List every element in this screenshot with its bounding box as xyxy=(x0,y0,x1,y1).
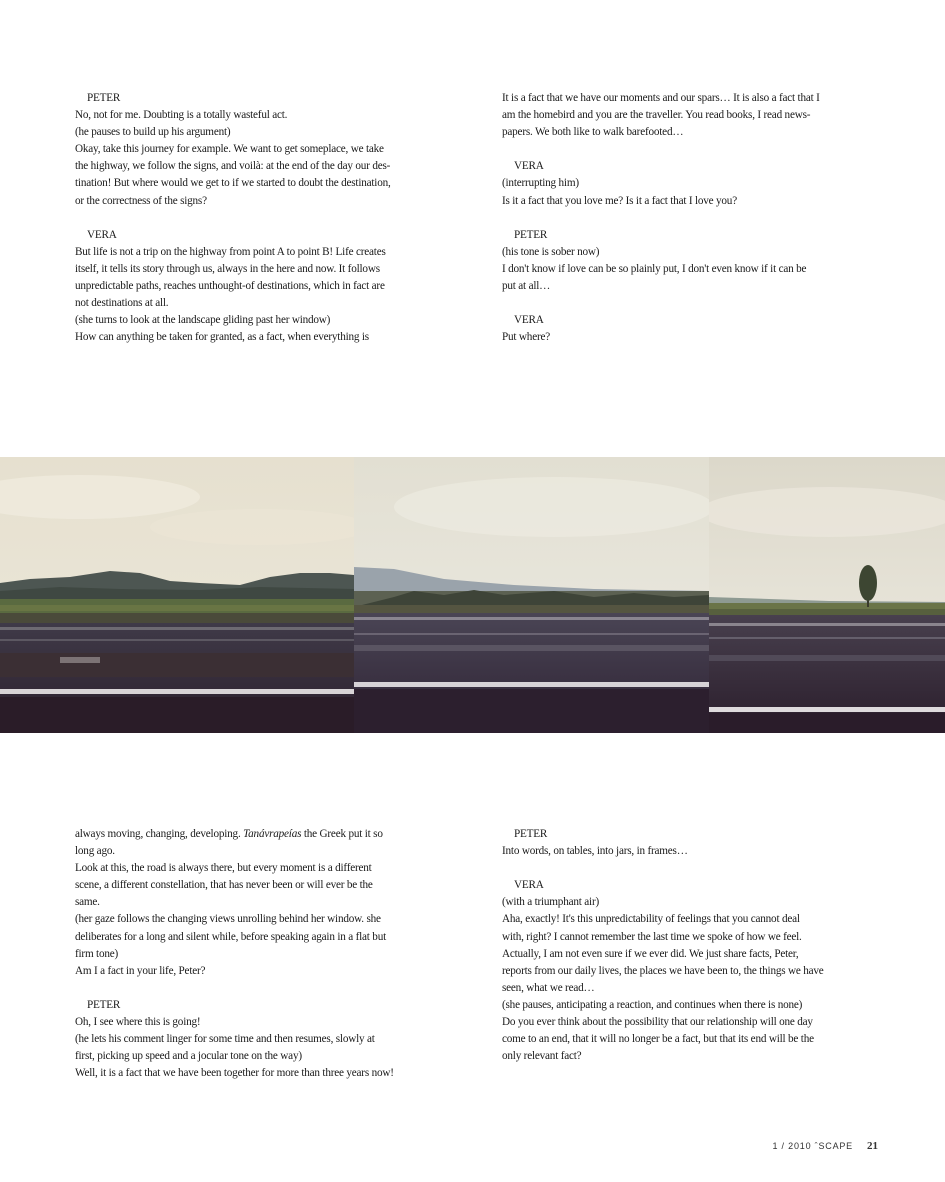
text-line: unpredictable paths, reaches unthought-of destinations, which in fact are xyxy=(75,280,385,293)
text-line: first, picking up speed and a jocular tone on the way) xyxy=(75,1050,302,1063)
greek-word: Tanávrapeías xyxy=(243,828,302,840)
text-line: or the correctness of the signs? xyxy=(75,194,207,207)
text-line: (her gaze follows the changing views unrolling behind her window. she xyxy=(75,913,381,926)
text-line: same. xyxy=(75,896,100,909)
blank-line xyxy=(502,295,882,312)
text-line: tination! But where would we get to if we started to doubt the destination, xyxy=(75,177,391,190)
landscape-photo-tree xyxy=(709,457,945,733)
photo-strip xyxy=(0,457,945,733)
text-line: papers. We both like to walk barefooted… xyxy=(502,126,684,139)
text-line: Put where? xyxy=(502,331,551,344)
text-line: Look at this, the road is always there, but every moment is a different xyxy=(75,862,372,875)
text-line: It is a fact that we have our moments and our spars… It is also a fact that I xyxy=(502,92,820,104)
text-line: Aha, exactly! It's this unpredictability of feelings that you cannot deal xyxy=(502,913,800,926)
text-column-top-left xyxy=(75,90,455,346)
speaker-name: VERA xyxy=(514,314,544,327)
text-line: always moving, changing, developing. Tanávrapeías the Greek put it so xyxy=(75,828,383,840)
text-line: scene, a different constellation, that has never been or will ever be the xyxy=(75,879,373,892)
text-line: seen, what we read… xyxy=(502,981,595,994)
text-line: How can anything be taken for granted, as a fact, when everything is xyxy=(75,331,369,344)
speaker-name: PETER xyxy=(514,828,548,840)
text-column-bottom-left xyxy=(75,826,455,1082)
text-line: deliberates for a long and silent while, before speaking again in a flat but xyxy=(75,930,386,943)
blank-line xyxy=(502,860,882,877)
speaker-name: VERA xyxy=(514,160,544,173)
text-line: Into words, on tables, into jars, in frames… xyxy=(502,845,688,858)
text-line: Okay, take this journey for example. We want to get someplace, we take xyxy=(75,143,384,156)
text-line: Oh, I see where this is going! xyxy=(75,1016,201,1029)
text-line: (she turns to look at the landscape gliding past her window) xyxy=(75,314,331,327)
text-line: come to an end, that it will no longer be a fact, but that its end will be the xyxy=(502,1033,814,1046)
text-line: Well, it is a fact that we have been together for more than three years now! xyxy=(75,1067,394,1080)
text-column-top-right xyxy=(502,90,882,346)
text-line: not destinations at all. xyxy=(75,297,169,310)
text-column-bottom-right xyxy=(502,826,882,1065)
text-line: But life is not a trip on the highway from point A to point B! Life creates xyxy=(75,245,386,258)
text-line: (he pauses to build up his argument) xyxy=(75,126,231,139)
blank-line xyxy=(502,210,882,227)
text-line: (he lets his comment linger for some time and then resumes, slowly at xyxy=(75,1033,375,1046)
text-line: am the homebird and you are the traveller. You read books, I read news- xyxy=(502,109,811,122)
speaker-name: PETER xyxy=(514,228,548,241)
text-line: Do you ever think about the possibility that our relationship will one day xyxy=(502,1016,813,1029)
text-line: Actually, I am not even sure if we ever did. We just share facts, Peter, xyxy=(502,947,799,960)
speaker-name: PETER xyxy=(87,998,121,1011)
text-line: only relevant fact? xyxy=(502,1050,582,1063)
text-line: (with a triumphant air) xyxy=(502,896,599,909)
text-line: the highway, we follow the signs, and voilà: at the end of the day our des- xyxy=(75,160,391,173)
text-line: Is it a fact that you love me? Is it a fact that I love you? xyxy=(502,194,737,207)
text-line: with, right? I cannot remember the last time we spoke of how we feel. xyxy=(502,930,802,943)
blank-line xyxy=(75,210,455,227)
text-line: Am I a fact in your life, Peter? xyxy=(75,964,206,977)
text-line: (she pauses, anticipating a reaction, and continues when there is none) xyxy=(502,998,803,1011)
landscape-photo-hills xyxy=(0,457,354,733)
text-line: itself, it tells its story through us, always in the here and now. It follows xyxy=(75,262,380,275)
issue-label: 1 / 2010 ˆSCAPE xyxy=(772,1141,853,1151)
text-line: No, not for me. Doubting is a totally wasteful act. xyxy=(75,109,288,122)
landscape-photo-plain xyxy=(354,457,709,733)
text-line: reports from our daily lives, the places we have been to, the things we have xyxy=(502,964,824,977)
text-line: firm tone) xyxy=(75,947,119,960)
page-number: 21 xyxy=(867,1140,878,1152)
page-footer xyxy=(730,1140,878,1152)
speaker-name: VERA xyxy=(87,228,117,241)
speaker-name: VERA xyxy=(514,879,544,892)
text-line: (interrupting him) xyxy=(502,177,579,190)
blank-line xyxy=(502,141,882,158)
blank-line xyxy=(75,980,455,997)
text-line: (his tone is sober now) xyxy=(502,245,600,258)
text-line: put at all… xyxy=(502,280,551,293)
text-line: I don't know if love can be so plainly put, I don't even know if it can be xyxy=(502,262,807,275)
speaker-name: PETER xyxy=(87,92,121,104)
text-line: long ago. xyxy=(75,845,115,858)
